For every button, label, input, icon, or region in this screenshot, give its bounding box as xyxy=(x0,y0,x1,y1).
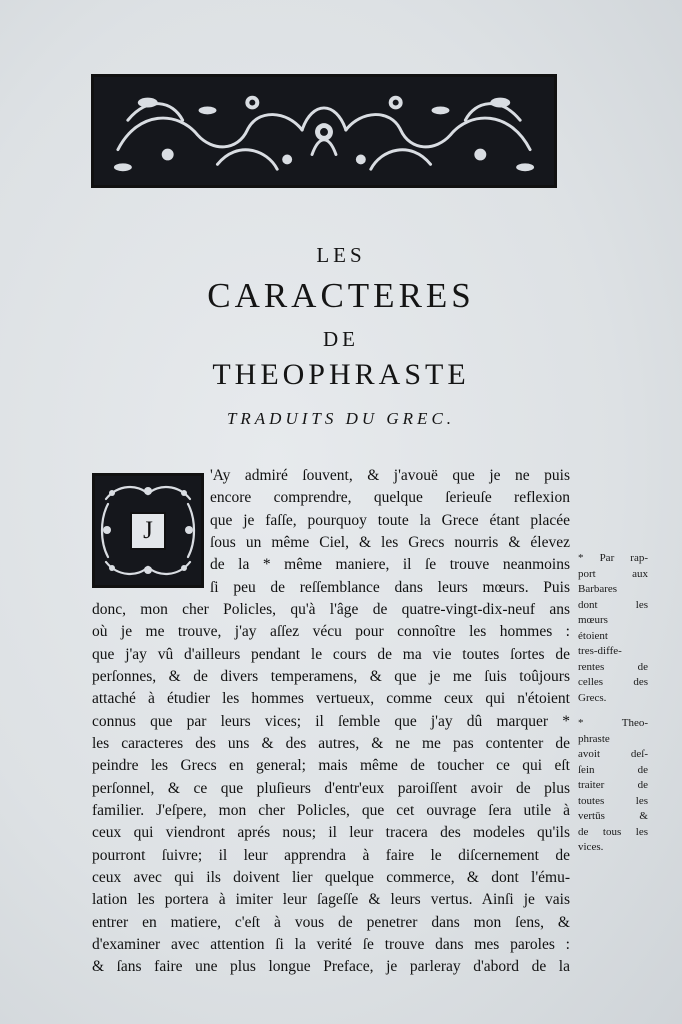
note-line: toutes les xyxy=(578,794,648,807)
note-line: rentes de xyxy=(578,660,648,673)
body-line: où je me trouve, j'ay aſſez vécu pour connoître les hommes : xyxy=(92,623,570,640)
body-line: ceux avec qui ils doivent lier quelque commerce, & dont l'ému- xyxy=(92,869,570,886)
note-line: avoit deſ- xyxy=(578,748,648,760)
note-line: vertūs & xyxy=(578,810,648,822)
subtitle-traduits: TRADUITS DU GREC. xyxy=(226,409,456,428)
note-line: de tous les xyxy=(578,825,648,838)
body-line: connus que par leurs vices; il ſemble que j'ay dû marquer * xyxy=(92,713,570,730)
note-line: étoient xyxy=(578,629,608,642)
note-line: Barbares xyxy=(578,583,618,595)
body-line: familier. J'eſpere, mon cher Policles, que cet ouvrage ſera utile à xyxy=(92,802,570,819)
body-line: & ſans faire une plus longue Preface, je parleray d'abord de la xyxy=(92,958,570,975)
body-line: perſonnes, & de divers temperamens, & que je me ſuis toûjours xyxy=(92,668,570,685)
body-line: les caracteres des uns & des autres, & ne me pas contenter de xyxy=(92,735,570,752)
body-line: pourront ſuivre; il leur apprendra à faire le diſcernement de xyxy=(92,847,570,864)
title-line-les: LES xyxy=(316,243,366,267)
body-line: que je faſſe, pourquoy toute la Grece étant placée xyxy=(210,512,570,529)
body-line: ceux qui viendront aprés nous; il leur tracera des modeles qu'ils xyxy=(92,824,570,841)
body-line: lation les portera à imiter leur ſageſſe & leurs vertus. Ainſi je vais xyxy=(92,891,570,908)
margin-note-theophraste xyxy=(578,716,648,856)
body-line: d'examiner avec attention ſi la verité ſe trouve dans mes paroles : xyxy=(92,936,570,953)
dropcap-letter: J xyxy=(130,512,166,550)
note-line: * Theo- xyxy=(578,717,648,729)
note-line: Grecs. xyxy=(578,691,607,704)
note-line: * Par rap- xyxy=(578,552,648,564)
note-line: tres-diffe- xyxy=(578,645,622,657)
body-line: ſi peu de reſſemblance dans leurs mœurs. Puis xyxy=(210,579,570,596)
margin-note-barbares xyxy=(578,551,648,706)
note-line: mœurs xyxy=(578,614,608,626)
note-line: phraste xyxy=(578,732,610,745)
body-line: attaché à étudier les hommes vertueux, comme ceux qui n'étoient xyxy=(92,690,570,707)
title-line-theophraste: THEOPHRASTE xyxy=(212,358,470,391)
note-line: vices. xyxy=(578,841,604,853)
note-line: ſein de xyxy=(578,763,648,776)
note-line: port aux xyxy=(578,567,648,580)
body-line: donc, mon cher Policles, qu'à l'âge de quatre-vingt-dix-neuf ans xyxy=(92,601,570,618)
body-line: perſonnel, & ce que pluſieurs d'entr'eux paroiſſent avoir de plus xyxy=(92,780,570,797)
body-line: encore comprendre, quelque ſerieuſe reflexion xyxy=(210,489,570,506)
body-line: de la * même maniere, il ſe trouve neanmoins xyxy=(210,556,570,573)
body-line: entrer en matiere, c'eſt à vous de penetrer dans mon ſens, & xyxy=(92,914,570,931)
title-line-de: DE xyxy=(323,327,359,351)
title-line-caracteres: CARACTERES xyxy=(207,276,475,315)
body-line: peindre les Grecs en general; mais même de toucher ce qui eſt xyxy=(92,757,570,774)
note-line: celles des xyxy=(578,676,648,688)
body-line: ſous un même Ciel, & les Grecs nourris & élevez xyxy=(210,534,570,551)
note-line: traiter de xyxy=(578,779,648,791)
note-line: dont les xyxy=(578,598,648,611)
body-line: que j'ay vû d'ailleurs pendant le cours de ma vie toutes ſortes de xyxy=(92,646,570,663)
body-line: 'Ay admiré ſouvent, & j'avouë que je ne puis xyxy=(210,467,570,484)
